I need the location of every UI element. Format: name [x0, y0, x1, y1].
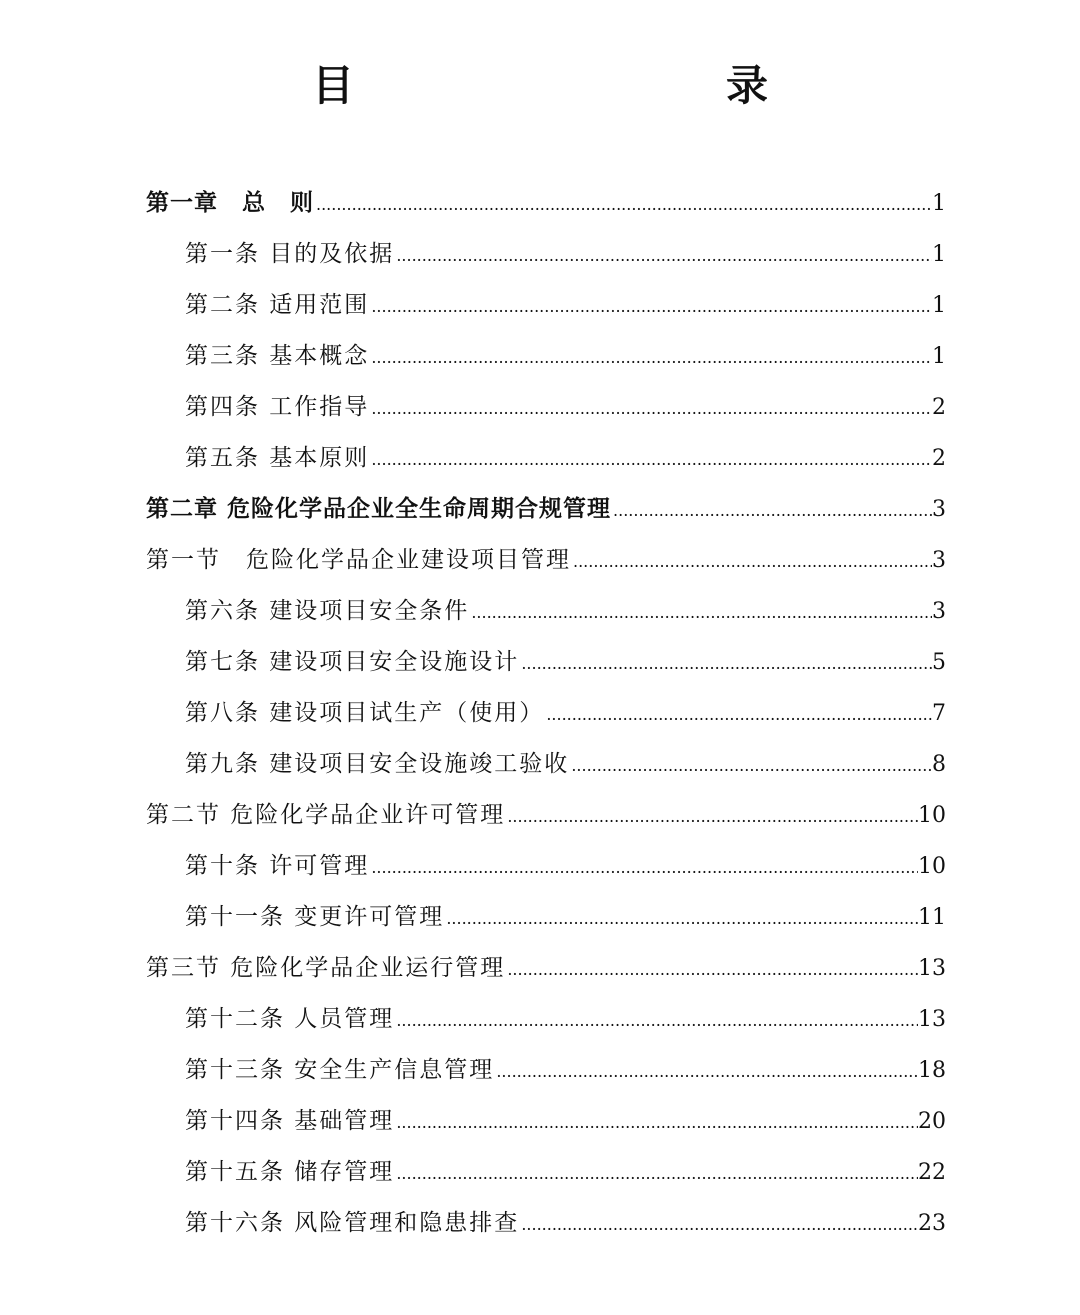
toc-entry-page: 2: [932, 446, 946, 471]
dot-leader: [444, 893, 918, 944]
toc-entry-page: 2: [932, 395, 946, 420]
toc-entry-article-3[interactable]: [185, 331, 946, 382]
dot-leader: [571, 536, 932, 587]
dot-leader: [519, 638, 932, 689]
toc-entry-section-2[interactable]: [146, 790, 946, 841]
dot-leader: [494, 1046, 918, 1097]
toc-entry-label: 第二章 危险化学品企业全生命周期合规管理: [146, 496, 612, 522]
toc-entry-article-2[interactable]: [185, 280, 946, 331]
toc-entry-label: 第十三条 安全生产信息管理: [185, 1057, 495, 1083]
toc-entry-label: 第十条 许可管理: [185, 853, 370, 879]
toc-entry-label: 第九条 建设项目安全设施竣工验收: [185, 751, 570, 777]
toc-entry-article-5[interactable]: [185, 433, 946, 484]
toc-entry-article-1[interactable]: [185, 229, 946, 280]
toc-entry-page: 18: [918, 1058, 946, 1083]
toc-entry-page: 7: [932, 701, 946, 726]
toc-title: 目 录: [311, 61, 864, 110]
toc-entry-label: 第八条 建设项目试生产（使用）: [185, 700, 545, 726]
toc-entry-page: 3: [932, 599, 946, 624]
toc-entry-article-11[interactable]: [185, 892, 946, 943]
dot-leader: [394, 1097, 918, 1148]
toc-entry-article-9[interactable]: [185, 739, 946, 790]
toc-entry-article-6[interactable]: [185, 586, 946, 637]
dot-leader: [544, 689, 932, 740]
toc-entry-article-16[interactable]: [185, 1198, 946, 1249]
dot-leader: [314, 179, 932, 230]
dot-leader: [394, 230, 932, 281]
toc-entry-page: 13: [918, 1007, 946, 1032]
toc-entry-label: 第十二条 人员管理: [185, 1006, 395, 1032]
dot-leader: [394, 995, 918, 1046]
toc-entry-label: 第二条 适用范围: [185, 292, 370, 318]
toc-entry-label: 第一章 总 则: [146, 190, 314, 216]
toc-entry-article-13[interactable]: [185, 1045, 946, 1096]
toc-entry-article-10[interactable]: [185, 841, 946, 892]
toc-entry-page: 1: [932, 191, 946, 216]
toc-entry-chapter-2[interactable]: [146, 484, 946, 535]
toc-entry-article-12[interactable]: [185, 994, 946, 1045]
dot-leader: [369, 281, 932, 332]
toc-entry-chapter-1[interactable]: [146, 178, 946, 229]
toc-entry-label: 第十五条 储存管理: [185, 1159, 395, 1185]
toc-entry-page: 23: [918, 1211, 946, 1236]
toc-entry-label: 第一条 目的及依据: [185, 241, 395, 267]
dot-leader: [394, 1148, 918, 1199]
toc-entry-page: 22: [918, 1160, 946, 1185]
toc-entry-page: 10: [918, 854, 946, 879]
toc-entry-page: 8: [932, 752, 946, 777]
toc-entry-page: 13: [918, 956, 946, 981]
dot-leader: [611, 485, 932, 536]
toc-entry-label: 第十四条 基础管理: [185, 1108, 395, 1134]
toc-entry-page: 1: [932, 293, 946, 318]
toc-entry-label: 第三条 基本概念: [185, 343, 370, 369]
toc-entry-article-14[interactable]: [185, 1096, 946, 1147]
dot-leader: [569, 740, 932, 791]
toc-entry-page: 3: [932, 497, 946, 522]
dot-leader: [505, 791, 918, 842]
dot-leader: [469, 587, 932, 638]
dot-leader: [369, 383, 932, 434]
toc-entry-page: 20: [918, 1109, 946, 1134]
toc-entry-label: 第一节 危险化学品企业建设项目管理: [146, 547, 571, 573]
toc-entry-article-8[interactable]: [185, 688, 946, 739]
toc-entry-page: 3: [932, 548, 946, 573]
toc-entry-article-7[interactable]: [185, 637, 946, 688]
dot-leader: [369, 842, 918, 893]
toc-entry-page: 5: [932, 650, 946, 675]
toc-entry-label: 第二节 危险化学品企业许可管理: [146, 802, 506, 828]
toc-entry-label: 第五条 基本原则: [185, 445, 370, 471]
toc-entry-section-1[interactable]: [146, 535, 946, 586]
toc-entry-page: 10: [918, 803, 946, 828]
toc-entry-article-4[interactable]: [185, 382, 946, 433]
dot-leader: [369, 332, 932, 383]
toc-entry-label: 第十六条 风险管理和隐患排查: [185, 1210, 520, 1236]
dot-leader: [505, 944, 918, 995]
dot-leader: [519, 1199, 918, 1250]
toc-entry-label: 第七条 建设项目安全设施设计: [185, 649, 520, 675]
dot-leader: [369, 434, 932, 485]
toc-entry-article-15[interactable]: [185, 1147, 946, 1198]
toc-entry-label: 第四条 工作指导: [185, 394, 370, 420]
toc-entry-section-3[interactable]: [146, 943, 946, 994]
toc-entry-page: 11: [918, 905, 946, 930]
toc-entry-page: 1: [932, 242, 946, 267]
toc-entry-label: 第十一条 变更许可管理: [185, 904, 445, 930]
toc-entry-label: 第三节 危险化学品企业运行管理: [146, 955, 506, 981]
toc-entry-label: 第六条 建设项目安全条件: [185, 598, 470, 624]
toc-entry-page: 1: [932, 344, 946, 369]
